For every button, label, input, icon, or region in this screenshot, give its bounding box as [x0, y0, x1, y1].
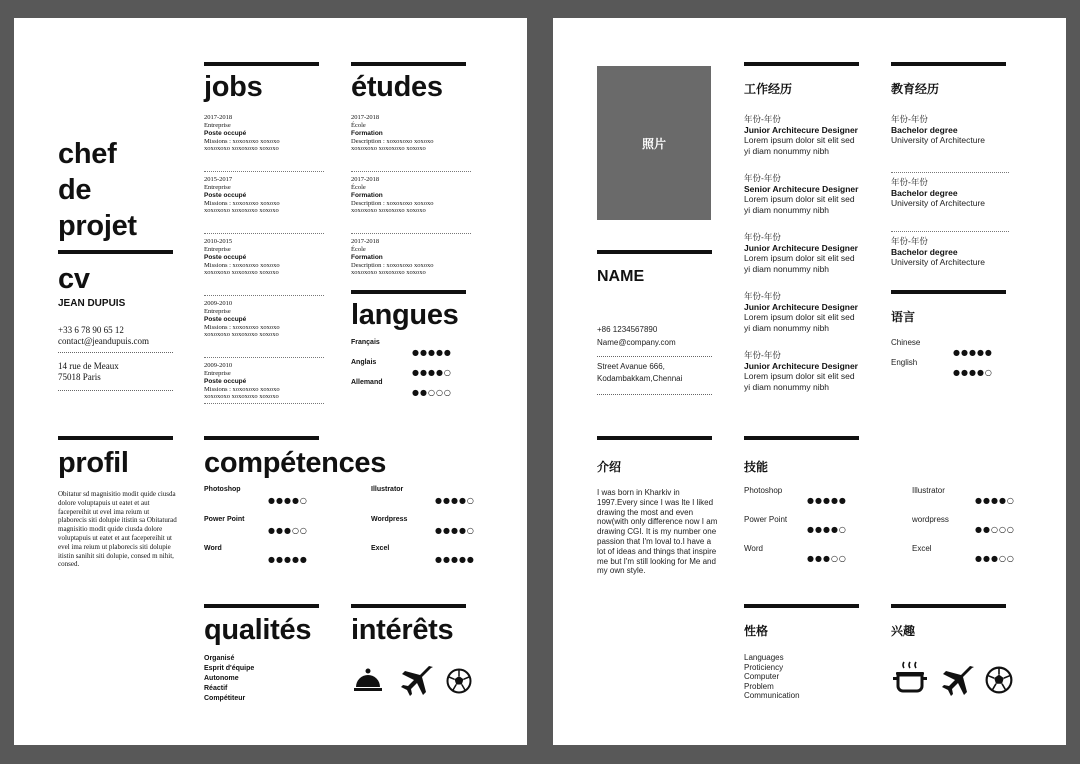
qualite-item: Compétiteur — [204, 695, 246, 702]
skill-level: ●●●●● — [435, 555, 475, 564]
etude-desc: xoxoxoxo xoxoxoxo xoxoxo — [351, 145, 426, 153]
divider — [58, 436, 173, 440]
edu-degree: Bachelor degree — [891, 187, 958, 198]
etude-years: 2017-2018 — [351, 114, 380, 121]
job-company: Entreprise — [204, 183, 231, 191]
skill-name: Excel — [912, 544, 932, 553]
qualite-item: Autonome — [204, 675, 239, 682]
work-years: 年份-年份 — [744, 114, 781, 124]
etude-desc: Description : xoxoxoxo xoxoxo — [351, 137, 434, 145]
education-list — [891, 114, 1009, 280]
divider — [891, 62, 1006, 66]
etude-school: École — [351, 121, 366, 129]
candidate-name: JEAN DUPUIS — [58, 298, 126, 309]
job-company: Entreprise — [204, 307, 231, 315]
skill-name: Power Point — [204, 516, 245, 523]
skill-name: Word — [204, 545, 222, 552]
skill-level: ●●○○○ — [975, 525, 1015, 534]
etude-entry — [351, 114, 471, 172]
cloche-icon — [353, 666, 383, 694]
work-desc: Lorem ipsum dolor sit elit sed — [744, 135, 855, 145]
work-desc: yi diam nonummy nibh — [744, 145, 830, 156]
work-years: 年份-年份 — [744, 232, 781, 242]
job-desc: Missions : xoxoxoxo xoxoxo — [204, 137, 280, 145]
profil-text: Obitatur sd magnisitio modit quide ciusda dolore voluptapuis ut eatet et aut facepereihit ut evel ima reium ut plaborecis siti dolupie itistin sa Obitaturad magnisitio modit quide ciusda dolore voluptapuis ut eatet et aut facepereihit ut evel ima reium ut plaborecis siti dolupie itistin sanihit siti dolupie, consed m nihit, consed. — [58, 490, 177, 569]
etude-desc: Description : xoxoxoxo xoxoxo — [351, 261, 434, 269]
divider — [351, 290, 466, 294]
work-entry — [744, 350, 866, 398]
languages-heading: 语言 — [891, 310, 916, 324]
skill-name: Power Point — [744, 515, 788, 524]
langue-level: ●●○○○ — [412, 388, 452, 397]
skill-name: Photoshop — [744, 486, 783, 495]
edu-school: University of Architecture — [891, 257, 986, 267]
personality-item: Proticiency — [744, 662, 784, 672]
job-years: 2010-2015 — [204, 238, 233, 245]
divider — [351, 604, 466, 608]
work-entry — [744, 173, 866, 232]
etude-formation: Formation — [351, 191, 383, 199]
work-years: 年份-年份 — [744, 173, 781, 183]
langue-level: ●●●●● — [412, 348, 452, 357]
etude-desc: xoxoxoxo xoxoxoxo xoxoxo — [351, 207, 426, 215]
language-name: Chinese — [891, 338, 921, 347]
job-post: Poste occupé — [204, 253, 247, 261]
skill-name: Word — [744, 544, 763, 553]
job-post: Poste occupé — [204, 315, 247, 323]
work-years: 年份-年份 — [744, 350, 781, 360]
langue-name: Français — [351, 339, 380, 346]
divider — [597, 250, 712, 254]
qualites-heading: qualités — [204, 614, 312, 646]
skill-level: ●●●○○ — [975, 554, 1015, 563]
title-line: projet — [58, 210, 137, 242]
resume-page-chinese — [553, 18, 1066, 745]
work-title: Senior Architecure Designer — [744, 183, 859, 194]
resume-title — [58, 136, 137, 244]
skill-level: ●●●●○ — [268, 496, 308, 505]
langues-heading: langues — [351, 299, 459, 331]
phone: +86 1234567890 — [597, 325, 658, 334]
job-post: Poste occupé — [204, 377, 247, 385]
divider — [204, 604, 319, 608]
skill-level: ●●●●● — [807, 496, 847, 505]
skill-level: ●●●●○ — [975, 496, 1015, 505]
work-desc: yi diam nonummy nibh — [744, 263, 830, 274]
divider — [891, 604, 1006, 608]
soccer-ball-icon — [446, 668, 472, 694]
title-line: de — [58, 174, 92, 206]
divider — [597, 356, 712, 357]
divider — [351, 62, 466, 66]
work-desc: Lorem ipsum dolor sit elit sed — [744, 371, 855, 381]
etude-school: École — [351, 183, 366, 191]
job-years: 2009-2010 — [204, 300, 233, 307]
address-line: Kodambakkam,Chennai — [597, 374, 683, 383]
etudes-heading: études — [351, 71, 443, 103]
edu-entry — [891, 173, 1009, 232]
address-block — [58, 361, 119, 383]
edu-years: 年份-年份 — [891, 114, 928, 124]
work-desc: yi diam nonummy nibh — [744, 381, 830, 392]
phone: +33 6 78 90 65 12 — [58, 325, 124, 335]
language-name: English — [891, 358, 918, 367]
skill-level: ●●●●○ — [807, 525, 847, 534]
etude-formation: Formation — [351, 129, 383, 137]
qualite-item: Organisé — [204, 655, 235, 662]
etude-school: École — [351, 245, 366, 253]
work-years: 年份-年份 — [744, 291, 781, 301]
address-line: 14 rue de Meaux — [58, 361, 119, 371]
skill-level: ●●●●○ — [435, 526, 475, 535]
etudes-list — [351, 114, 471, 288]
photo-label: 照片 — [641, 136, 666, 151]
etude-entry — [351, 238, 471, 288]
job-desc: xoxoxoxo xoxoxoxo xoxoxo — [204, 269, 279, 277]
personality-item: Communication — [744, 691, 800, 700]
edu-entry — [891, 232, 1009, 280]
airplane-icon — [941, 664, 977, 700]
address-line: 75018 Paris — [58, 372, 101, 382]
intro-text: I was born in Kharkiv in 1997.Every since I was lte I liked drawing the most and even now(with only difference now I am drawing CGI. It is my number one passion that I'm loval to.I have a lot of ideas and things that inspire me but I'm still looking for Me and my own style. — [597, 488, 718, 576]
qualite-item: Esprit d'équipe — [204, 665, 255, 672]
contact-block — [58, 325, 149, 347]
cooking-pot-icon — [893, 660, 927, 694]
personality-item: Languages — [744, 653, 784, 662]
job-desc: xoxoxoxo xoxoxoxo xoxoxo — [204, 207, 279, 215]
langue-name: Anglais — [351, 359, 377, 366]
airplane-icon — [400, 664, 436, 700]
job-years: 2015-2017 — [204, 176, 233, 183]
skill-level: ●●●●● — [268, 555, 308, 564]
job-desc: Missions : xoxoxoxo xoxoxo — [204, 261, 280, 269]
photo-placeholder — [597, 66, 711, 220]
language-level: ●●●●○ — [953, 368, 993, 377]
qualites-list — [204, 654, 254, 704]
divider — [58, 352, 173, 353]
divider — [891, 290, 1006, 294]
divider — [744, 62, 859, 66]
work-desc: Lorem ipsum dolor sit elit sed — [744, 253, 855, 263]
work-title: Junior Architecure Designer — [744, 242, 858, 253]
divider — [597, 436, 712, 440]
skill-name: Illustrator — [371, 486, 404, 493]
competences-heading: compétences — [204, 447, 387, 479]
qualite-item: Réactif — [204, 685, 228, 692]
job-company: Entreprise — [204, 245, 231, 253]
langue-name: Allemand — [351, 379, 383, 386]
etude-desc: Description : xoxoxoxo xoxoxo — [351, 199, 434, 207]
work-desc: Lorem ipsum dolor sit elit sed — [744, 194, 855, 204]
job-desc: xoxoxoxo xoxoxoxo xoxoxo — [204, 393, 279, 401]
skills-heading: 技能 — [744, 460, 769, 474]
work-entry — [744, 114, 866, 173]
divider — [204, 436, 319, 440]
profil-heading: profil — [58, 447, 129, 479]
work-desc: yi diam nonummy nibh — [744, 204, 830, 215]
skill-level: ●●●○○ — [807, 554, 847, 563]
skill-level: ●●●○○ — [268, 526, 308, 535]
skill-name: Photoshop — [204, 486, 241, 493]
personality-item: Computer — [744, 672, 780, 681]
education-heading: 教育经历 — [891, 82, 940, 96]
job-years: 2017-2018 — [204, 114, 233, 121]
personality-list — [744, 653, 800, 701]
divider — [58, 250, 173, 254]
job-entry — [204, 362, 324, 404]
job-entry — [204, 238, 324, 296]
work-list — [744, 114, 866, 398]
edu-years: 年份-年份 — [891, 236, 928, 246]
edu-degree: Bachelor degree — [891, 246, 958, 257]
work-entry — [744, 291, 866, 350]
edu-entry — [891, 114, 1009, 173]
job-entry — [204, 300, 324, 358]
soccer-ball-icon — [985, 666, 1013, 694]
interets-heading: intérêts — [351, 614, 454, 646]
divider — [58, 390, 173, 391]
etude-entry — [351, 176, 471, 234]
title-line: chef — [58, 138, 117, 170]
job-desc: xoxoxoxo xoxoxoxo xoxoxo — [204, 145, 279, 153]
hobby-heading: 兴趣 — [891, 624, 916, 638]
job-entry — [204, 114, 324, 172]
etude-desc: xoxoxoxo xoxoxoxo xoxoxo — [351, 269, 426, 277]
job-post: Poste occupé — [204, 191, 247, 199]
divider — [204, 62, 319, 66]
work-title: Junior Architecure Designer — [744, 360, 858, 371]
language-level: ●●●●● — [953, 348, 993, 357]
etude-formation: Formation — [351, 253, 383, 261]
edu-years: 年份-年份 — [891, 177, 928, 187]
work-title: Junior Architecure Designer — [744, 124, 858, 135]
job-company: Entreprise — [204, 121, 231, 129]
divider — [744, 604, 859, 608]
edu-school: University of Architecture — [891, 135, 986, 145]
candidate-name: NAME — [597, 268, 645, 285]
etude-years: 2017-2018 — [351, 176, 380, 183]
job-desc: Missions : xoxoxoxo xoxoxo — [204, 323, 280, 331]
cv-label: cv — [58, 263, 90, 295]
jobs-heading: jobs — [204, 71, 263, 103]
job-desc: Missions : xoxoxoxo xoxoxo — [204, 385, 280, 393]
address-line: Street Avanue 666, — [597, 362, 665, 371]
work-title: Junior Architecure Designer — [744, 301, 858, 312]
work-desc: Lorem ipsum dolor sit elit sed — [744, 312, 855, 322]
work-desc: yi diam nonummy nibh — [744, 322, 830, 333]
edu-school: University of Architecture — [891, 198, 986, 208]
job-years: 2009-2010 — [204, 362, 233, 369]
job-post: Poste occupé — [204, 129, 247, 137]
job-company: Entreprise — [204, 369, 231, 377]
skill-name: Wordpress — [371, 516, 408, 523]
edu-degree: Bachelor degree — [891, 124, 958, 135]
skill-name: Illustrator — [912, 486, 945, 495]
resume-page-french — [14, 18, 527, 745]
etude-years: 2017-2018 — [351, 238, 380, 245]
skill-level: ●●●●○ — [435, 496, 475, 505]
divider — [597, 394, 712, 395]
work-heading: 工作经历 — [744, 82, 793, 96]
intro-heading: 介绍 — [597, 460, 622, 474]
job-entry — [204, 176, 324, 234]
email: Name@company.com — [597, 338, 676, 347]
job-desc: xoxoxoxo xoxoxoxo xoxoxo — [204, 331, 279, 339]
langue-level: ●●●●○ — [412, 368, 452, 377]
skill-name: Excel — [371, 545, 390, 552]
skill-name: wordpress — [912, 515, 949, 524]
job-desc: Missions : xoxoxoxo xoxoxo — [204, 199, 280, 207]
personality-heading: 性格 — [744, 624, 769, 638]
jobs-list — [204, 114, 324, 404]
divider — [744, 436, 859, 440]
personality-item: Problem — [744, 681, 774, 691]
email: contact@jeandupuis.com — [58, 336, 150, 346]
work-entry — [744, 232, 866, 291]
